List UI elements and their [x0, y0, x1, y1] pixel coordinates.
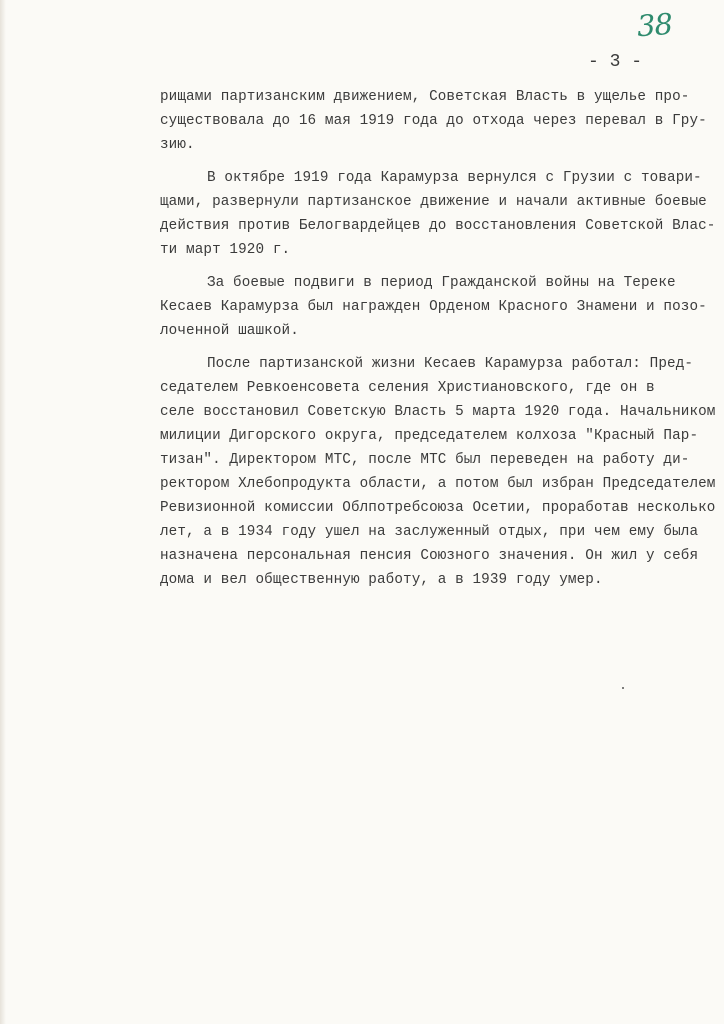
text-line: В октябре 1919 года Карамурза вернулся с Грузии с товари- — [207, 170, 702, 186]
page-number: - 3 - — [588, 52, 643, 72]
text-line: лет, а в 1934 году ушел на заслуженный отдых, при чем ему была — [160, 524, 699, 540]
text-line: селе восстановил Советскую Власть 5 марта 1920 года. Начальником — [160, 404, 716, 420]
text-line: седателем Ревкоенсовета селения Христиановского, где он в — [160, 380, 655, 396]
text-line: назначена персональная пенсия Союзного значения. Он жил у себя — [160, 548, 699, 564]
text-line: действия против Белогвардейцев до восстановления Советской Влас- — [160, 218, 716, 234]
text-line: лоченной шашкой. — [160, 323, 299, 339]
text-line: рищами партизанским движением, Советская Власть в ущелье про- — [160, 89, 690, 105]
text-line: После партизанской жизни Кесаев Карамурза работал: Пред- — [207, 356, 694, 372]
text-line: Кесаев Карамурза был награжден Орденом Красного Знамени и позо- — [160, 299, 707, 315]
text-line: милиции Дигорского округа, председателем колхоза "Красный Пар- — [160, 428, 699, 444]
text-line: дома и вел общественную работу, а в 1939 году умер. — [160, 572, 603, 588]
text-line: ти март 1920 г. — [160, 242, 291, 258]
paper-edge-shadow — [0, 0, 6, 1024]
text-line: щами, развернули партизанское движение и начали активные боевые — [160, 194, 707, 210]
handwritten-folio-number: 38 — [635, 6, 674, 44]
body-text — [160, 85, 720, 592]
text-line: Ревизионной комиссии Облпотребсоюза Осетии, проработав несколько — [160, 500, 716, 516]
text-line: За боевые подвиги в период Гражданской войны на Тереке — [207, 275, 676, 291]
text-line: тизан". Директором МТС, после МТС был переведен на работу ди- — [160, 452, 690, 468]
text-line: зию. — [160, 137, 195, 153]
text-line: ректором Хлебопродукта области, а потом был избран Председателем — [160, 476, 716, 492]
ink-speck — [622, 687, 624, 689]
text-line: существовала до 16 мая 1919 года до отхода через перевал в Гру- — [160, 113, 707, 129]
